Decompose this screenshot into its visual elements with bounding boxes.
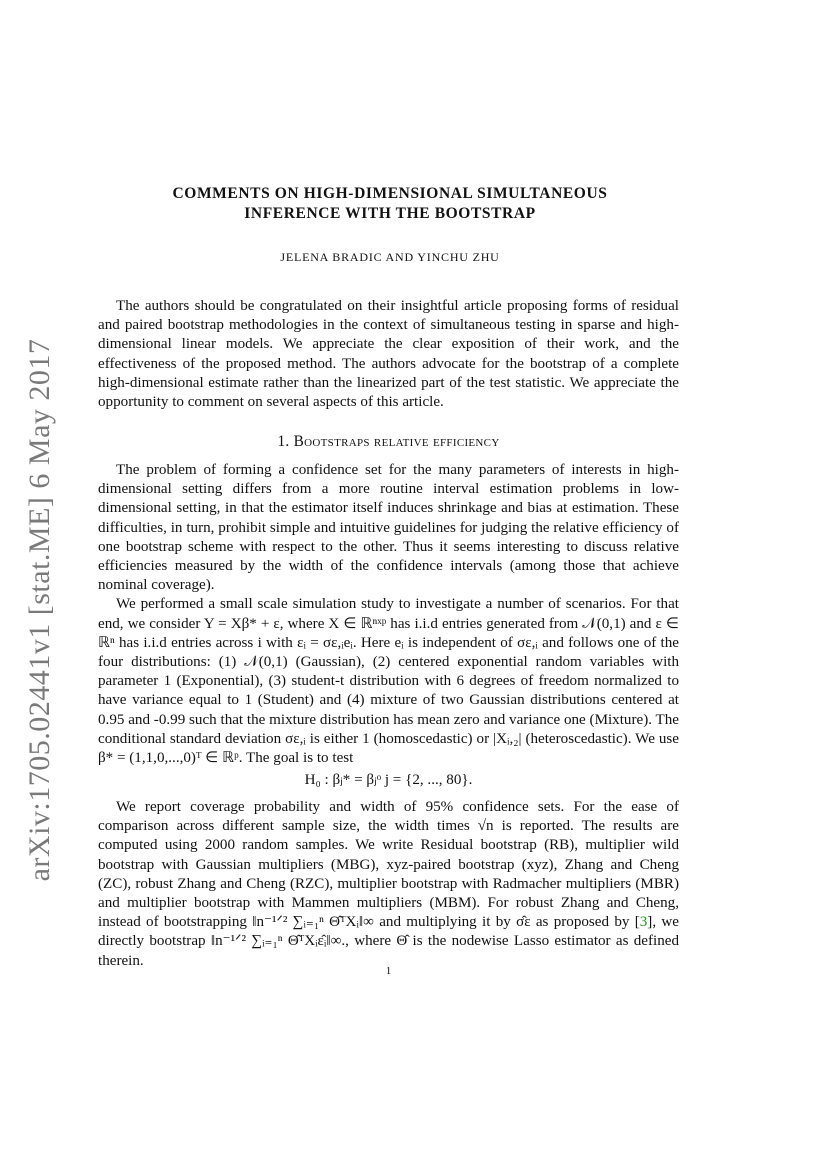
title-line-2: INFERENCE WITH THE BOOTSTRAP [244, 205, 536, 222]
body-text-2 [98, 798, 679, 971]
paragraph-1: The problem of forming a confidence set for the many parameters of interests in high-dimensional setting differs from a more routine interval estimation problems in low-dimensional setting, in that the estimator itself induces shrinkage and bias at estimation. These difficulties, in turn, prohibit simple and intuitive guidelines for judging the relative efficiency of one bootstrap scheme with respect to the other. Thus it seems interesting to discuss relative efficiencies measured by the width of the confidence intervals (among those that achieve nominal coverage). [98, 462, 679, 594]
arxiv-stamp-text: arXiv:1705.02441v1 [stat.ME] 6 May 2017 [23, 338, 56, 882]
section-number: 1. [277, 433, 290, 450]
title-line-1: COMMENTS ON HIGH-DIMENSIONAL SIMULTANEOUS [172, 185, 608, 202]
page-number: 1 [385, 965, 392, 977]
citation-link[interactable]: 3 [639, 914, 648, 931]
authors: JELENA BRADIC AND YINCHU ZHU [280, 250, 500, 264]
body-text-1 [98, 461, 679, 768]
paragraph-3-part-2: ], we directly bootstrap ‖n⁻¹ᐟ² ∑ᵢ₌₁ⁿ Θ̂ᵀXᵢε̂ᵢ‖∞., where Θ̂ is the nodewise Lasso estimator as defined therein. [98, 914, 679, 969]
abstract: The authors should be congratulated on their insightful article proposing forms of residual and paired bootstrap methodologies in the context of simultaneous testing in sparse and high-dimensional linear models. We appreciate the clear exposition of their work, and the effectiveness of the proposed method. The authors advocate for the bootstrap of a complete high-dimensional estimate rather than the linearized part of the test statistic. We appreciate the opportunity to comment on several aspects of this article. [98, 298, 679, 411]
paragraph-2: We performed a small scale simulation study to investigate a number of scenarios. For that end, we consider Y = Xβ* + ε, where X ∈ ℝⁿˣᵖ has i.i.d entries generated from 𝒩(0,1) and ε ∈ ℝⁿ has i.i.d entries across i with εᵢ = σε,ᵢeᵢ. Here eᵢ is independent of σε,ᵢ and follows one of the four distributions: (1) 𝒩(0,1) (Gaussian), (2) centered exponential random variables with parameter 1 (Exponential), (3) student-t distribution with 6 degrees of freedom normalized to have variance equal to 1 (Student) and (4) mixture of two Gaussian distributions centered at 0.95 and -0.99 such that the mixture distribution has mean zero and variance one (Mixture). The conditional standard deviation σε,ᵢ is either 1 (homoscedastic) or |Xᵢ,₂| (heteroscedastic). We use β* = (1,1,0,...,0)ᵀ ∈ ℝᵖ. The goal is to test [98, 596, 679, 767]
paragraph-3 [98, 798, 679, 971]
arxiv-stamp [0, 0, 70, 1169]
section-title: Bootstraps relative efficiency [293, 433, 500, 450]
paper-title [110, 184, 670, 224]
paragraph-3-part-1: We report coverage probability and width of 95% confidence sets. For the ease of comparison across different sample size, the width times √n is reported. The results are computed using 2000 random samples. We write Residual bootstrap (RB), multiplier wild bootstrap with Gaussian multipliers (MBG), xyz-paired bootstrap (xyz), Zhang and Cheng (ZC), robust Zhang and Cheng (RZC), multiplier bootstrap with Radmacher multipliers (MBR) and multiplier bootstrap with Mammen multipliers (MBM). For robust Zhang and Cheng, instead of bootstrapping ‖n⁻¹ᐟ² ∑ᵢ₌₁ⁿ Θ̂ᵀXᵢ‖∞ and multiplying it by σ̂ε as proposed by [ [98, 799, 679, 931]
section-heading [98, 433, 679, 451]
hypothesis-formula: H₀ : βⱼ* = βⱼᵒ j = {2, ..., 80}. [304, 772, 473, 788]
